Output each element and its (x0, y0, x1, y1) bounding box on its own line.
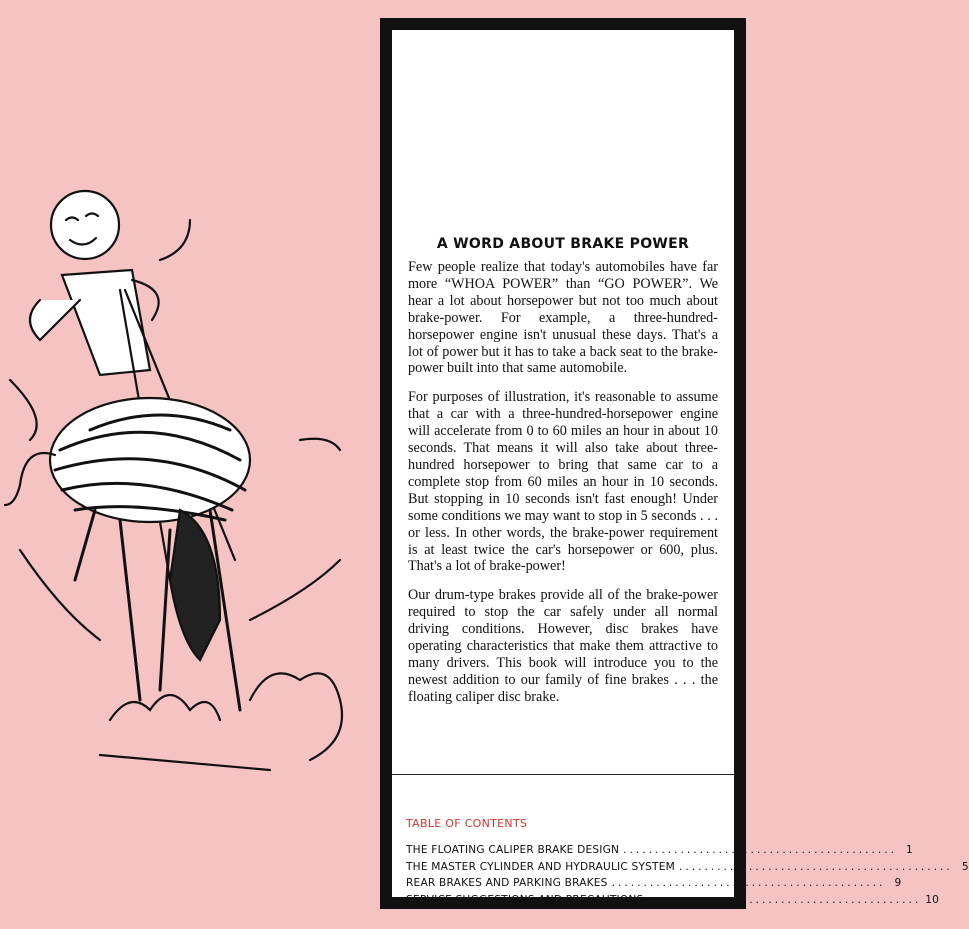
toc-item[interactable] (406, 859, 969, 876)
article-paragraph-2: For purposes of illustration, it's reasonable to assume that a car with a three-hundred-horsepower engine will accelerate from 0 to 60 miles an hour in about 10 seconds. That means it will also take about three-hundred horsepower to bring that same car to a complete stop from 60 miles an hour in 10 seconds. But stopping in 10 seconds isn't fast enough! Under some conditions we may want to stop in 5 seconds . . . or less. In other words, the brake-power requirement is at least twice the car's horsepower or 600, plus. That's a lot of brake-power! (408, 389, 718, 575)
toc-item-page: 9 (894, 877, 902, 889)
toc-leader-dots: ........................................... (678, 860, 953, 873)
toc-leader-dots: ........................................... (623, 844, 897, 856)
toc-item[interactable] (406, 875, 902, 892)
article-paragraph-3: Our drum-type brakes provide all of the brake-power required to stop the car safely under all normal driving conditions. However, disc brakes have operating characteristics that make them attractive to many drivers. This book will introduce you to the newest addition to our family of fine brakes . . . the floating caliper disc brake. (408, 587, 718, 705)
article-paragraph-1: Few people realize that today's automobiles have far more “WHOA POWER” than “GO POWER”. We hear a lot about horsepower but not too much about brake-power. For example, a three-hundred-horsepower engine isn't unusual these days. That's a lot of power but it has to take a back seat to the brake-power built into that same automobile. (408, 259, 718, 377)
toc-item-label: REAR BRAKES AND PARKING BRAKES (406, 877, 608, 889)
cartoon-horse-rider-illustration (0, 180, 370, 800)
toc-item-page: 10 (925, 893, 940, 906)
text-panel-inner (392, 30, 969, 906)
toc-item-page: 1 (906, 844, 913, 856)
toc-item[interactable] (406, 842, 913, 859)
table-of-contents (406, 817, 969, 908)
toc-leader-dots: ........................................... (647, 893, 922, 906)
toc-item-label: THE FLOATING CALIPER BRAKE DESIGN (406, 844, 620, 856)
toc-item-label: SERVICE SUGGESTIONS AND PRECAUTIONS (406, 893, 644, 906)
toc-leader-dots: ........................................... (611, 877, 886, 889)
article-title: A WORD ABOUT BRAKE POWER (436, 236, 690, 252)
toc-item-label: THE MASTER CYLINDER AND HYDRAULIC SYSTEM (406, 860, 675, 873)
toc-item[interactable] (406, 892, 940, 909)
toc-item-page: 5 (961, 860, 969, 873)
article (408, 236, 718, 718)
text-panel (380, 18, 969, 909)
section-divider (392, 774, 734, 775)
toc-heading: TABLE OF CONTENTS (406, 817, 528, 830)
